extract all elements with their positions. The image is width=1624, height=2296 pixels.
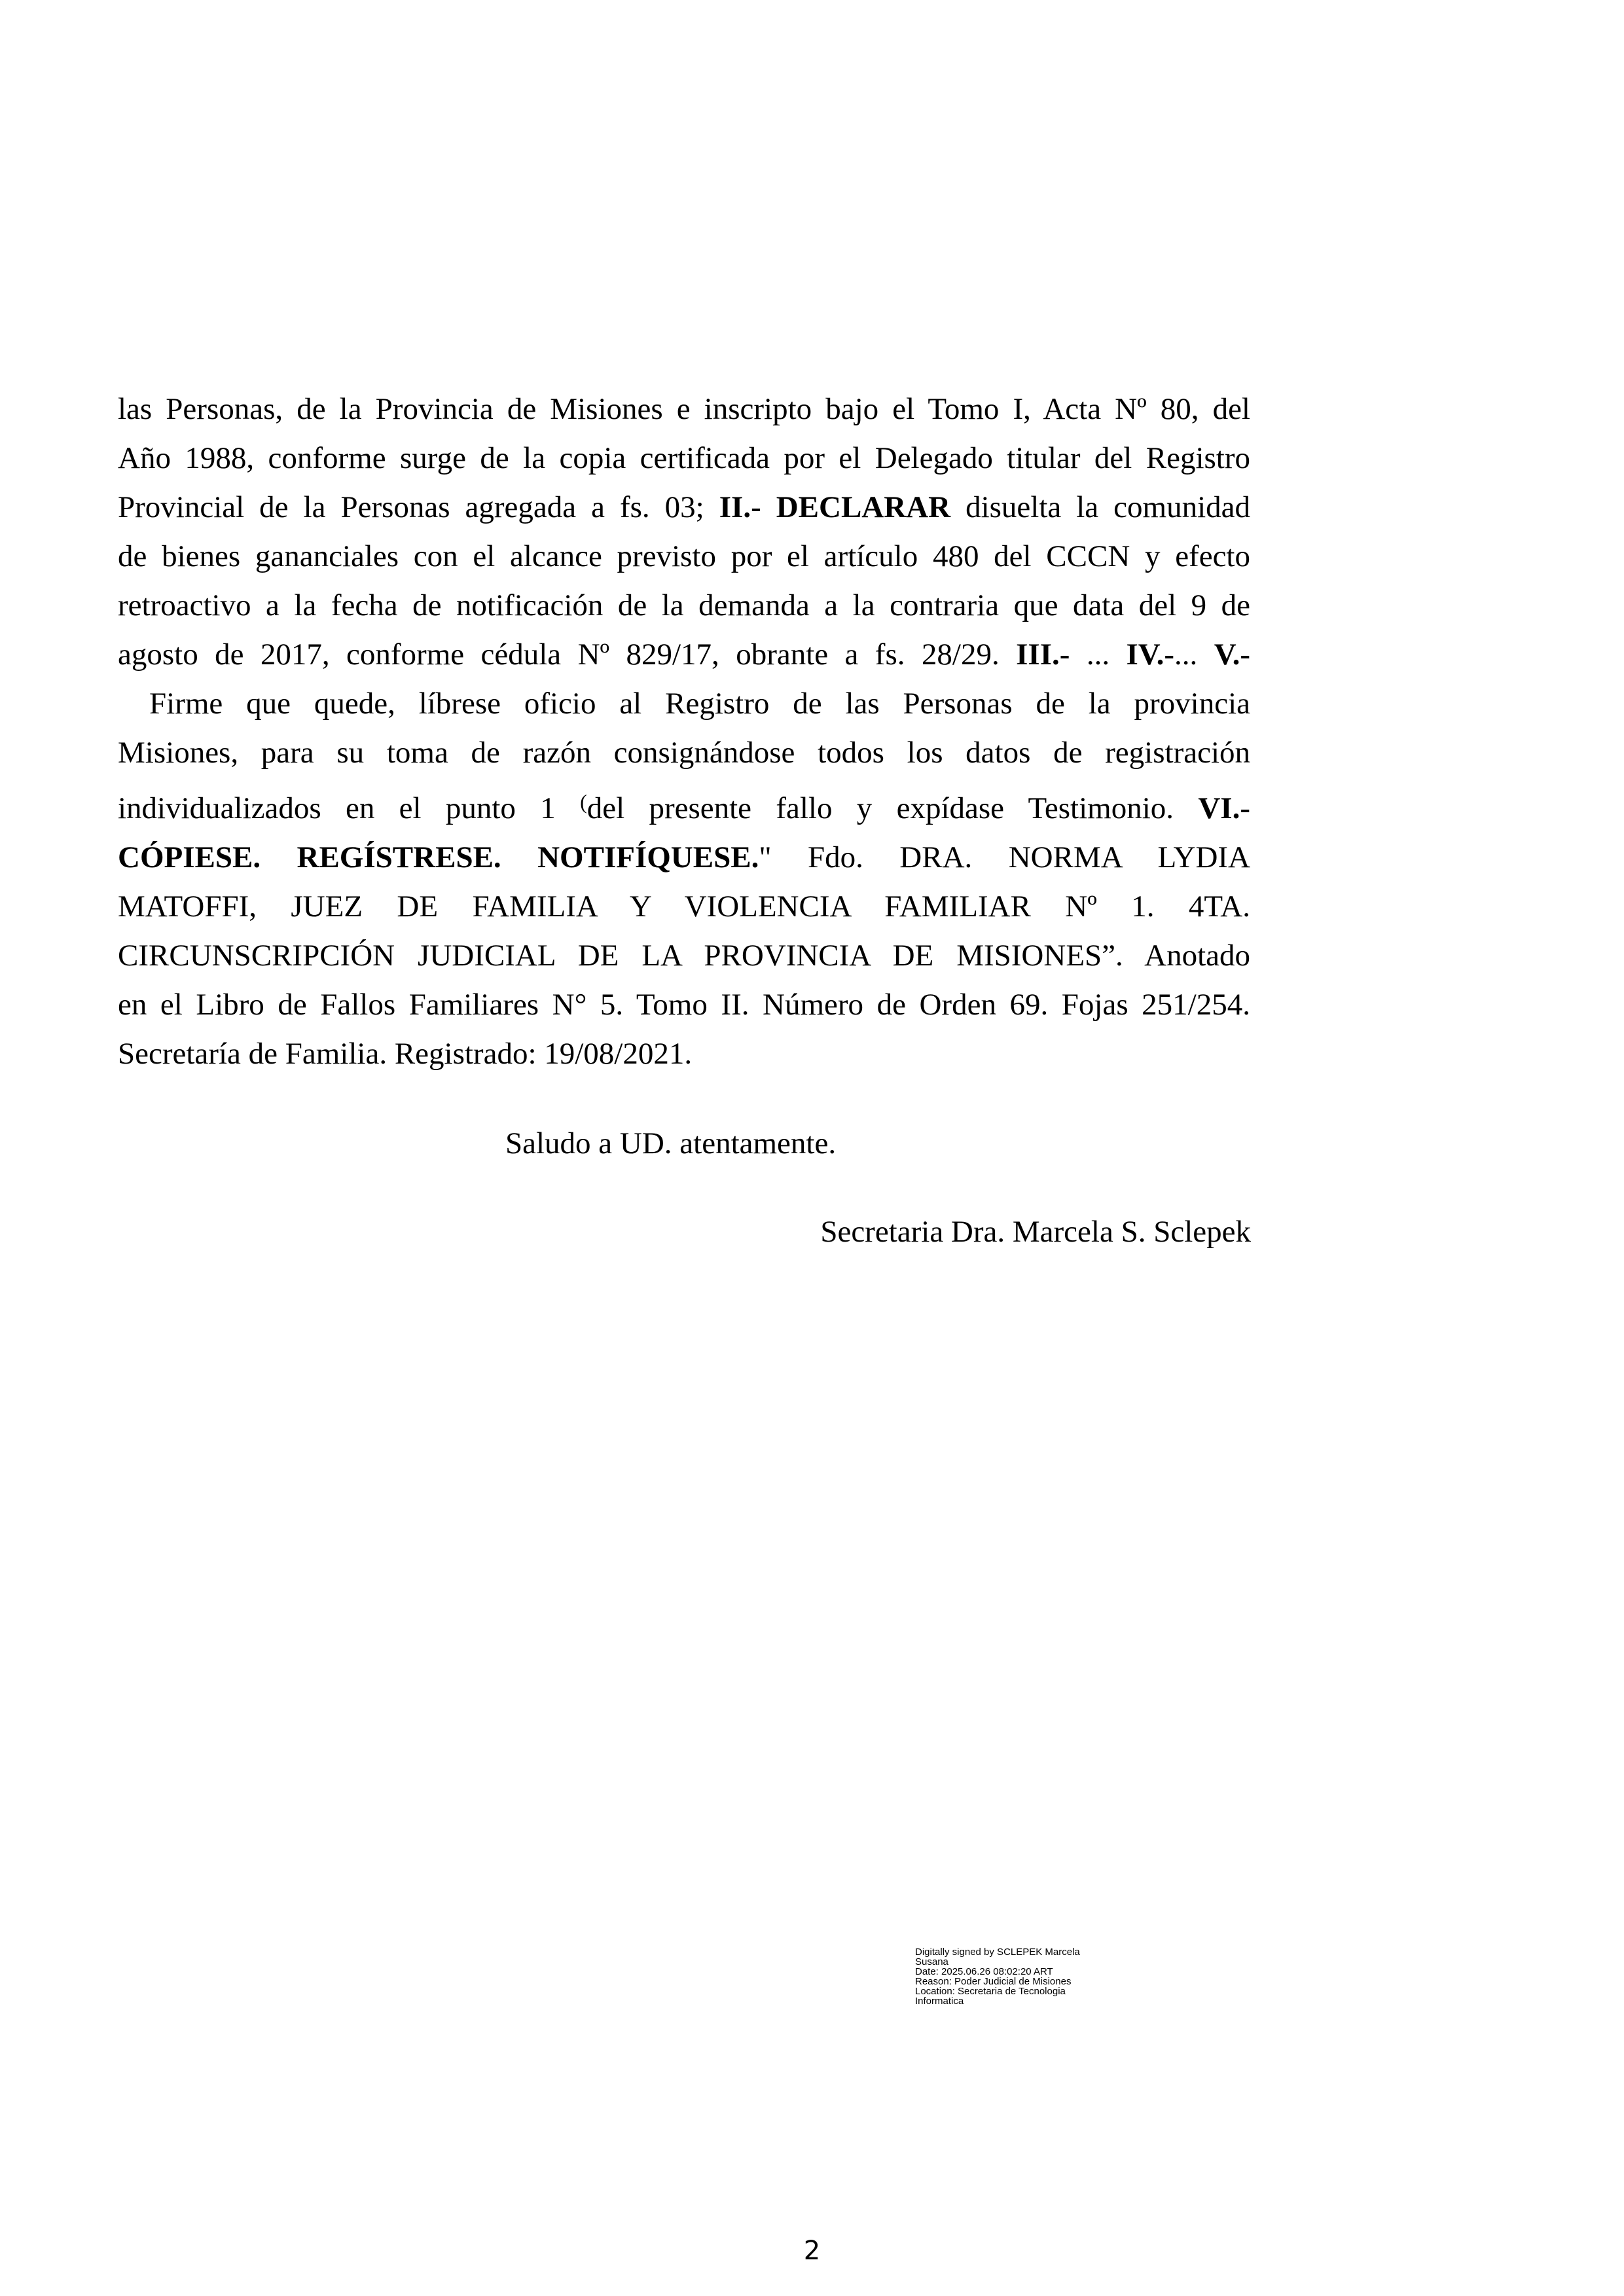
text-line-6 xyxy=(118,630,1250,679)
text-line-11: MATOFFI, JUEZ DE FAMILIA Y VIOLENCIA FAMILIAR Nº 1. 4TA. xyxy=(118,889,1250,924)
text-segment: ... xyxy=(1086,637,1110,672)
text-segment: " Fdo. DRA. NORMA LYDIA xyxy=(759,840,1250,874)
text-line-7: Firme que quede, líbrese oficio al Registro de las Personas de la provincia xyxy=(149,687,1250,721)
text-line-5: retroactivo a la fecha de notificación de la demanda a la contraria que data del 9 de xyxy=(118,588,1250,622)
section-vi-heading: VI.- xyxy=(1198,791,1250,825)
text-segment: agosto de 2017, conforme cédula Nº 829/17, obrante a fs. 28/29. xyxy=(118,637,1000,672)
section-ii-heading: II.- DECLARAR xyxy=(719,490,951,524)
signature-line-1: Digitally signed by SCLEPEK Marcela xyxy=(915,1946,1080,1958)
text-line-3 xyxy=(118,483,1250,532)
text-segment: ... xyxy=(1174,637,1198,672)
signer-name: Secretaria Dra. Marcela S. Sclepek xyxy=(820,1215,1251,1249)
section-iv-heading: IV.- xyxy=(1126,637,1175,672)
text-line-14: Secretaría de Familia. Registrado: 19/08/2021. xyxy=(118,1037,693,1071)
page-number: 2 xyxy=(803,2236,821,2266)
text-segment: Provincial de la Personas agregada a fs. 03; xyxy=(118,490,704,524)
text-line-1: las Personas, de la Provincia de Misiones e inscripto bajo el Tomo I, Acta Nº 80, del xyxy=(118,392,1250,426)
text-segment: disuelta la comunidad xyxy=(965,490,1250,524)
text-segment: individualizados en el punto 1 xyxy=(118,791,556,825)
text-line-13: en el Libro de Fallos Familiares N° 5. Tomo II. Número de Orden 69. Fojas 251/254. xyxy=(118,988,1250,1022)
text-line-10 xyxy=(118,833,1250,882)
text-line-12: CIRCUNSCRIPCIÓN JUDICIAL DE LA PROVINCIA DE MISIONES”. Anotado xyxy=(118,939,1250,973)
signature-reason: Reason: Poder Judicial de Misiones xyxy=(915,1976,1072,1987)
signature-location: Location: Secretaria de Tecnologia xyxy=(915,1986,1066,1997)
digital-signature-block xyxy=(915,1947,1080,2006)
text-segment: del presente fallo y expídase Testimonio. xyxy=(586,791,1174,825)
copiese-heading: CÓPIESE. REGÍSTRESE. NOTIFÍQUESE. xyxy=(118,840,759,874)
text-line-8: Misiones, para su toma de razón consignándose todos los datos de registración xyxy=(118,736,1250,770)
signature-date: Date: 2025.06.26 08:02:20 ART xyxy=(915,1966,1053,1977)
section-iii-heading: III.- xyxy=(1016,637,1070,672)
text-line-2: Año 1988, conforme surge de la copia certificada por el Delegado titular del Registro xyxy=(118,441,1250,475)
text-line-4: de bienes gananciales con el alcance previsto por el artículo 480 del CCCN y efecto xyxy=(118,539,1250,573)
superscript-mark: ( xyxy=(580,790,587,814)
signature-location-cont: Informatica xyxy=(915,1996,964,2007)
signature-line-2: Susana xyxy=(915,1956,948,1967)
closing-salutation: Saludo a UD. atentamente. xyxy=(505,1126,837,1160)
body-paragraph xyxy=(118,385,1250,1079)
text-line-9 xyxy=(118,778,1250,833)
section-v-heading: V.- xyxy=(1214,637,1250,672)
